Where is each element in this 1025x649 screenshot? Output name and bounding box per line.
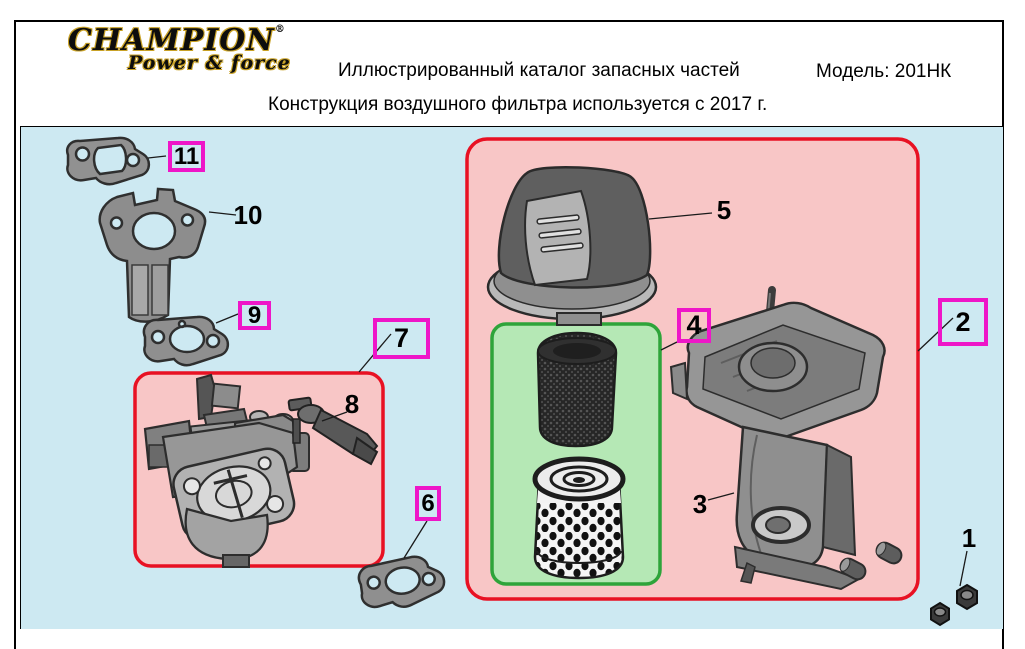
part-9-gasket-illustration bbox=[144, 317, 228, 365]
callout-5: 5 bbox=[716, 195, 732, 225]
callout-3: 3 bbox=[692, 489, 708, 519]
page-header bbox=[16, 22, 1002, 126]
brand-name: CHAMPION bbox=[68, 23, 275, 58]
catalog-page bbox=[14, 20, 1004, 649]
part-4-paper-filter-element-illustration bbox=[535, 459, 623, 578]
registered-mark: ® bbox=[274, 24, 285, 35]
part-5-air-filter-cover-illustration bbox=[488, 167, 656, 325]
part-4-foam-filter-element-illustration bbox=[538, 333, 616, 446]
callout-8: 8 bbox=[344, 389, 360, 419]
catalog-title: Иллюстрированный каталог запасных частей bbox=[338, 60, 740, 81]
callout-2[interactable]: 2 bbox=[938, 298, 988, 346]
callout-10: 10 bbox=[233, 200, 263, 230]
model-label: Модель: 201НК bbox=[816, 61, 952, 82]
part-1-nuts-illustration bbox=[931, 585, 977, 625]
brand-tagline: Power & force bbox=[128, 52, 291, 74]
callout-1: 1 bbox=[961, 523, 977, 553]
part-11-gasket-illustration bbox=[67, 138, 149, 184]
callout-7[interactable]: 7 bbox=[373, 318, 430, 359]
parts-artwork bbox=[21, 127, 1002, 627]
champion-logo bbox=[68, 24, 291, 73]
callout-6[interactable]: 6 bbox=[415, 486, 441, 521]
callout-11[interactable]: 11 bbox=[168, 141, 205, 172]
parts-diagram bbox=[20, 126, 1004, 629]
callout-9[interactable]: 9 bbox=[238, 301, 271, 330]
part-10-insulator-illustration bbox=[100, 189, 205, 322]
catalog-subtitle: Конструкция воздушного фильтра используется с 2017 г. bbox=[268, 94, 768, 115]
callout-4[interactable]: 4 bbox=[677, 308, 711, 343]
